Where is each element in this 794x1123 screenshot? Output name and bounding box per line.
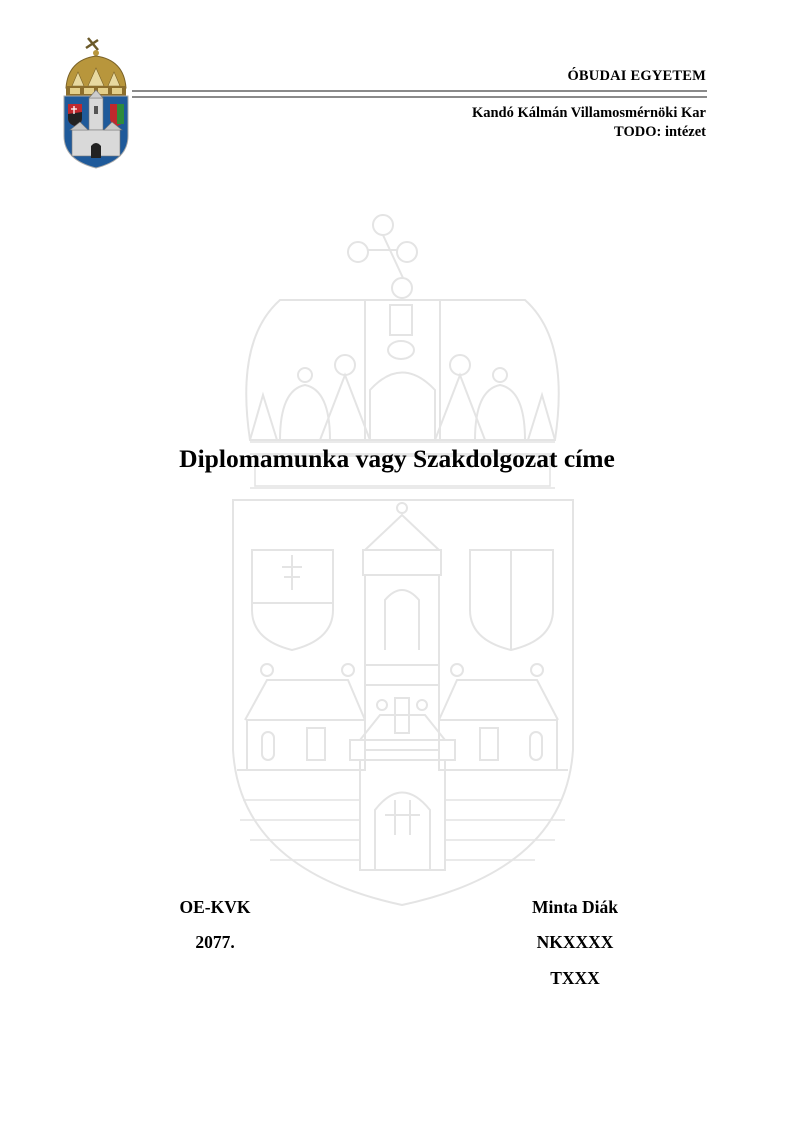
university-logo-icon <box>58 36 134 170</box>
thesis-title: Diplomamunka vagy Szakdolgozat címe <box>179 444 615 473</box>
student-name: Minta Diák <box>531 897 619 917</box>
coat-of-arms-watermark-icon <box>225 210 580 910</box>
header-rule-bottom <box>132 96 707 98</box>
faculty-code: OE-KVK <box>179 897 251 917</box>
institute-name: TODO: intézet <box>614 124 706 140</box>
header-rule-top <box>132 90 707 92</box>
university-name: ÓBUDAI EGYETEM <box>567 68 706 84</box>
document-code: TXXX <box>550 968 600 988</box>
faculty-name: Kandó Kálmán Villamosmérnöki Kar <box>471 105 706 121</box>
year: 2077. <box>195 932 235 952</box>
neptun-code: NKXXXX <box>536 932 614 952</box>
